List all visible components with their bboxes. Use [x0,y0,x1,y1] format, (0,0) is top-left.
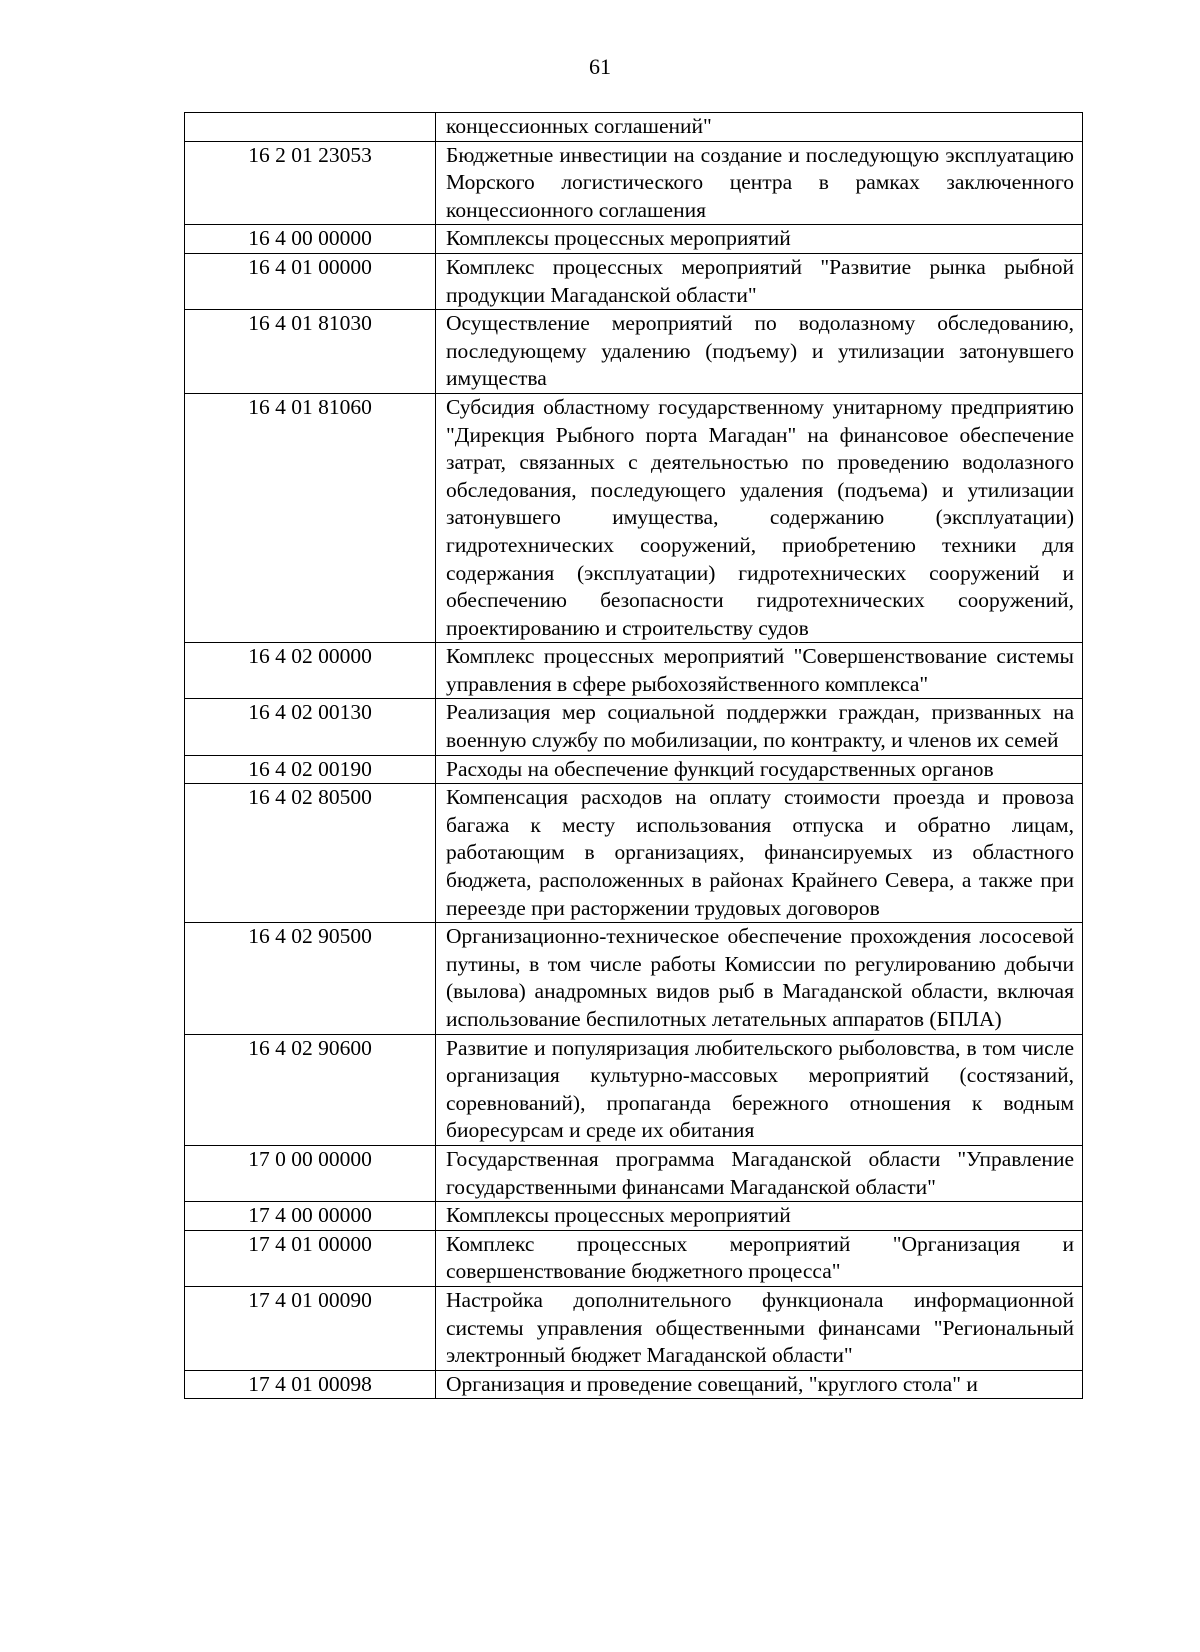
table-row [185,141,1083,225]
description-cell: Комплекс процессных мероприятий "Организация и совершенствование бюджетного процесса" [436,1230,1083,1286]
code-cell [185,113,436,142]
code-cell: 17 0 00 00000 [185,1145,436,1201]
description-cell: Комплекс процессных мероприятий "Совершенствование системы управления в сфере рыбохозяйственного комплекса" [436,643,1083,699]
description-cell: Комплексы процессных мероприятий [436,1202,1083,1231]
code-cell: 16 4 01 81030 [185,310,436,394]
code-cell: 17 4 01 00098 [185,1370,436,1399]
code-cell: 17 4 01 00000 [185,1230,436,1286]
description-cell: Настройка дополнительного функционала информационной системы управления общественными финансами "Региональный электронный бюджет Магаданской области" [436,1286,1083,1370]
table-row [185,699,1083,755]
code-cell: 17 4 01 00090 [185,1286,436,1370]
description-cell: Государственная программа Магаданской области "Управление государственными финансами Магаданской области" [436,1145,1083,1201]
table-row [185,755,1083,784]
table-row [185,113,1083,142]
table-row [185,393,1083,642]
table-row [185,1370,1083,1399]
code-cell: 16 4 02 00000 [185,643,436,699]
description-cell: Реализация мер социальной поддержки граждан, призванных на военную службу по мобилизации, по контракту, и членов их семей [436,699,1083,755]
table-row [185,923,1083,1034]
table-row [185,643,1083,699]
code-cell: 16 4 01 81060 [185,393,436,642]
description-cell: Компенсация расходов на оплату стоимости проезда и провоза багажа к месту использования отпуска и обратно лицам, работающим в организациях, финансируемых из областного бюджета, расположенных в районах Крайнего Севера, а также при переезде при расторжении трудовых договоров [436,784,1083,923]
table-row [185,784,1083,923]
table-row [185,225,1083,254]
table-row [185,310,1083,394]
description-cell: Организационно-техническое обеспечение прохождения лососевой путины, в том числе работы Комиссии по регулированию добычи (вылова) анадромных видов рыб в Магаданской области, включая использование беспилотных летательных аппаратов (БПЛА) [436,923,1083,1034]
code-cell: 16 4 02 00190 [185,755,436,784]
table-row [185,1034,1083,1145]
description-cell: Осуществление мероприятий по водолазному обследованию, последующему удалению (подъему) и утилизации затонувшего имущества [436,310,1083,394]
table-row [185,253,1083,309]
code-cell: 16 2 01 23053 [185,141,436,225]
code-cell: 16 4 00 00000 [185,225,436,254]
table-row [185,1286,1083,1370]
code-cell: 16 4 02 80500 [185,784,436,923]
table-row [185,1145,1083,1201]
page-number: 61 [589,54,611,79]
description-cell: Организация и проведение совещаний, "круглого стола" и [436,1370,1083,1399]
code-cell: 16 4 02 00130 [185,699,436,755]
description-cell: Бюджетные инвестиции на создание и последующую эксплуатацию Морского логистического центра в рамках заключенного концессионного соглашения [436,141,1083,225]
description-cell: Развитие и популяризация любительского рыболовства, в том числе организация культурно-массовых мероприятий (состязаний, соревнований), пропаганда бережного отношения к водным биоресурсам и среде их обитания [436,1034,1083,1145]
table-row [185,1202,1083,1231]
budget-classification-table [184,112,1083,1399]
table-row [185,1230,1083,1286]
code-cell: 16 4 01 00000 [185,253,436,309]
description-cell: Расходы на обеспечение функций государственных органов [436,755,1083,784]
code-cell: 16 4 02 90500 [185,923,436,1034]
code-cell: 17 4 00 00000 [185,1202,436,1231]
description-cell: Комплексы процессных мероприятий [436,225,1083,254]
description-cell: Комплекс процессных мероприятий "Развитие рынка рыбной продукции Магаданской области" [436,253,1083,309]
description-cell: Субсидия областному государственному унитарному предприятию "Дирекция Рыбного порта Магадан" на финансовое обеспечение затрат, связанных с деятельностью по проведению водолазного обследования, последующего удаления (подъема) и утилизации затонувшего имущества, содержанию (эксплуатации) гидротехнических сооружений, приобретению техники для содержания (эксплуатации) гидротехнических сооружений и обеспечению безопасности гидротехнических сооружений, проектированию и строительству судов [436,393,1083,642]
code-cell: 16 4 02 90600 [185,1034,436,1145]
description-cell: концессионных соглашений" [436,113,1083,142]
